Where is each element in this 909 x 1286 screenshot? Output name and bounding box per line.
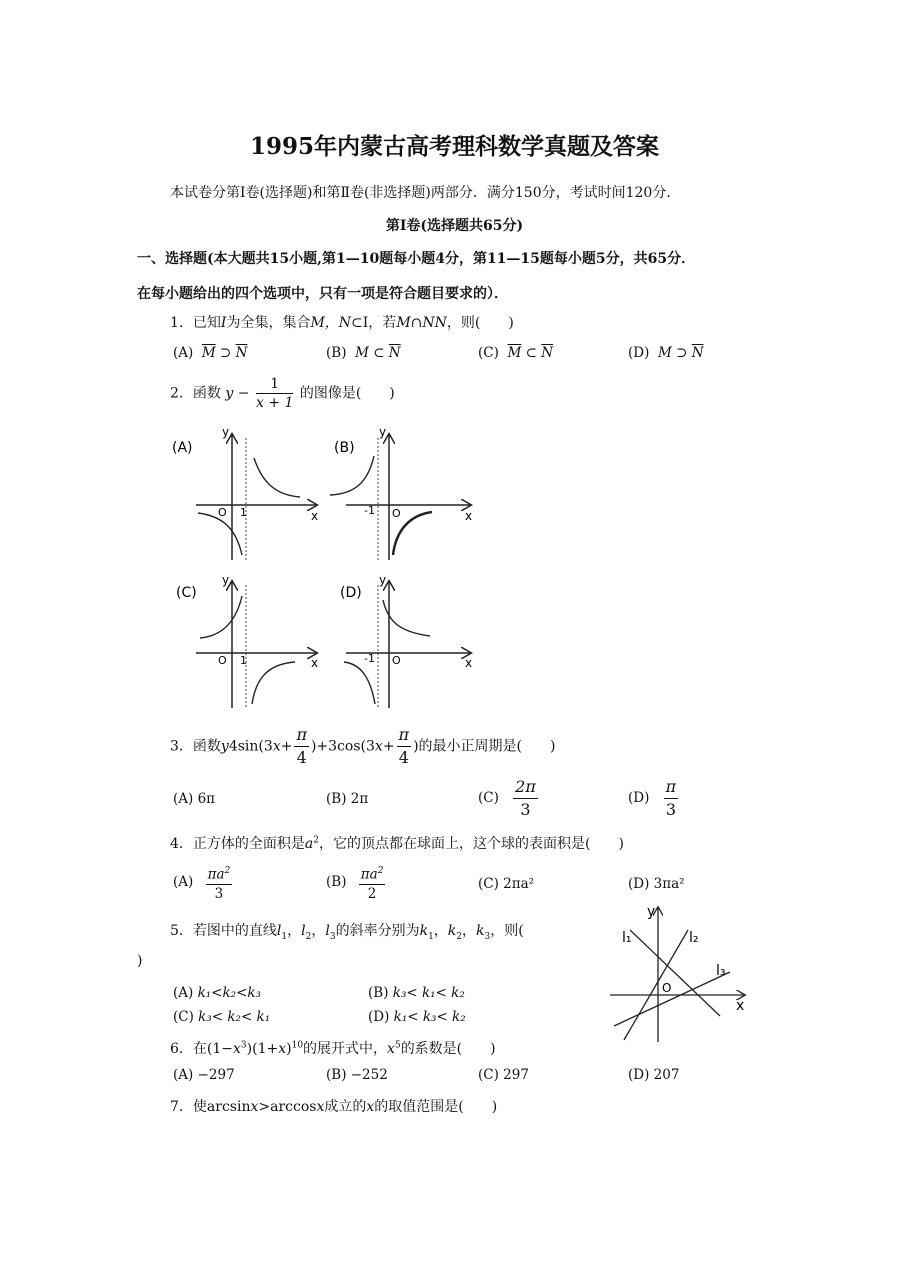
q7-text-a: 7．使 xyxy=(170,1099,207,1115)
q1-option-d-label: (D) xyxy=(628,345,650,361)
q7-var-x3: x xyxy=(366,1099,375,1115)
q7-gt: > xyxy=(258,1099,271,1115)
graph-d-label: (D) xyxy=(340,585,362,601)
q1-option-b-op: ⊂ xyxy=(373,345,385,361)
graph-d-x-label: x xyxy=(465,656,473,670)
q5-text-a: 5．若图中的直线 xyxy=(170,923,277,939)
q1-option-a-op: ⊃ xyxy=(220,345,232,361)
q5-option-d-label: (D) xyxy=(368,1009,390,1025)
q4-option-a-exp: 2 xyxy=(224,866,231,876)
q3-frac-b-den: 4 xyxy=(398,748,409,767)
section-title: 第Ⅰ卷(选择题共65分) xyxy=(385,218,524,234)
q4-exp: 2 xyxy=(313,835,320,846)
q5-k-sub-3: 3 xyxy=(484,931,491,942)
q5-line-l1 xyxy=(630,930,720,1016)
q5-option-c-label: (C) xyxy=(173,1009,194,1025)
q6-text-b: 的展开式中， xyxy=(303,1041,388,1057)
q1-option-a-label: (A) xyxy=(173,345,194,361)
q5-text-b: 的斜率分别为 xyxy=(335,923,420,939)
q1-option-b-left: M xyxy=(355,345,369,361)
graph-a-y-label: y xyxy=(222,425,230,439)
q4-text-b: ，它的顶点都在球面上，这个球的表面积是( ) xyxy=(319,836,624,852)
part1-instructions-line2: 在每小题给出的四个选项中，只有一项是符合题目要求的）． xyxy=(137,286,508,302)
q5-fig-l1-label: l₁ xyxy=(622,930,632,946)
q4-option-b-label: (B) xyxy=(326,873,347,890)
q3-var-x2: x xyxy=(374,738,383,755)
q5-fig-l2-label: l₂ xyxy=(689,930,699,946)
q5-sub-3: 3 xyxy=(329,931,336,942)
q5-l3: l xyxy=(325,923,330,939)
q7-var-x2: x xyxy=(316,1099,325,1115)
q3-option-a: (A) 6π xyxy=(173,791,216,807)
q6-option-c: (C) 297 xyxy=(478,1067,529,1083)
q2-text-b: 的图像是( ) xyxy=(299,385,395,402)
q5-fig-origin: O xyxy=(662,981,672,995)
q6-text-a: 6．在(1− xyxy=(170,1041,234,1057)
q3-option-c-label: (C) xyxy=(478,790,499,806)
q5-close-paren: ) xyxy=(137,953,143,969)
graph-d-tick: -1 xyxy=(364,652,375,665)
q1-option-c-left: $\overline{M}$ xyxy=(507,345,522,361)
q5-k-sub-2: 2 xyxy=(456,931,463,942)
graph-b-origin: O xyxy=(392,507,401,520)
q2-text-a: 2．函数 xyxy=(170,385,221,402)
q3-option-d-label: (D) xyxy=(628,790,650,806)
q3-text-a: 3．函数 xyxy=(170,738,221,755)
q4-text-a: 4．正方体的全面积是 xyxy=(170,836,305,852)
q4-option-b-den: 2 xyxy=(367,885,377,902)
q1-option-c-op: ⊂ xyxy=(525,345,537,361)
q3-cos-term: )+3cos(3 xyxy=(310,738,375,755)
q1-text-d: ，则( ) xyxy=(446,315,514,331)
exam-intro: 本试卷分第Ⅰ卷(选择题)和第Ⅱ卷(非选择题)两部分．满分150分，考试时间120分． xyxy=(170,185,681,201)
q1-option-d-right: $\overline{N}$ xyxy=(691,345,704,361)
q4-option-b-exp: 2 xyxy=(377,866,384,876)
q5-k-sub-1: 1 xyxy=(428,931,434,942)
q1-text-c: I，若 xyxy=(362,315,397,331)
q1-text-a: 1．已知 xyxy=(170,315,221,331)
q4-var-a: a xyxy=(304,836,314,852)
graph-a-x-label: x xyxy=(311,509,319,523)
q5-fig-x-label: x xyxy=(736,998,745,1014)
q1-option-a-left: $\overline{M}$ xyxy=(201,345,216,361)
q1-option-d-op: ⊃ xyxy=(676,345,688,361)
q6-option-b: (B) −252 xyxy=(326,1067,388,1083)
q6-exp-10: 10 xyxy=(291,1040,304,1051)
q5-line-l3 xyxy=(614,972,730,1026)
graph-c-label: (C) xyxy=(176,585,197,601)
q2-eq: − xyxy=(237,385,250,402)
q5-option-a-text: k₁<k₂<k₃ xyxy=(197,985,261,1001)
q1-var-n: N xyxy=(434,315,447,331)
graph-a-label: (A) xyxy=(172,440,193,456)
q4-option-a-num-text: πa xyxy=(207,866,225,883)
q7-text-c: 的取值范围是( ) xyxy=(374,1099,498,1115)
q4-option-b-num-text: πa xyxy=(360,866,378,883)
q5-comma-4: ， xyxy=(462,923,477,939)
q3-var-y: y xyxy=(220,738,229,755)
graph-a-origin: O xyxy=(218,506,227,519)
q7-text-b: 成立的 xyxy=(324,1099,367,1115)
q6-option-a: (A) −297 xyxy=(173,1067,235,1083)
q3-sin-term: 4sin(3 xyxy=(228,738,273,755)
graph-c-tick: 1 xyxy=(240,654,247,667)
q5-k3: k xyxy=(476,923,485,939)
graph-c-origin: O xyxy=(218,654,227,667)
q5-option-a-label: (A) xyxy=(173,985,194,1001)
q7-arcsin: arcsin xyxy=(206,1099,251,1115)
q7-var-x1: x xyxy=(250,1099,259,1115)
q3-option-d-den: 3 xyxy=(665,800,676,819)
q3-option-c-num: 2π xyxy=(513,776,538,799)
q5-comma-2: ， xyxy=(311,923,326,939)
page-title: 1995年内蒙古高考理科数学真题及答案 xyxy=(249,133,659,160)
graph-b-tick: -1 xyxy=(364,504,375,517)
q5-sub-2: 2 xyxy=(305,931,312,942)
q6-text-mid: )(1+ xyxy=(246,1041,279,1057)
graph-b-label: (B) xyxy=(334,440,355,456)
q5-option-b-text: k₃< k₁< k₂ xyxy=(392,985,465,1001)
q6-exp-3: 3 xyxy=(240,1040,247,1051)
q2-fraction-num: 1 xyxy=(256,375,293,394)
q1-option-b-right: $\overline{N}$ xyxy=(388,345,401,361)
question-7-stem xyxy=(170,1096,497,1116)
q1-text-b: 为全集，集合 xyxy=(226,315,311,331)
q3-option-d-num: π xyxy=(664,776,679,799)
q3-plus1: + xyxy=(280,738,293,755)
q2-var-y: y xyxy=(225,385,234,402)
q5-l1: l xyxy=(276,923,282,939)
q6-var-x3: x xyxy=(387,1041,395,1057)
graph-d-origin: O xyxy=(392,654,401,667)
q1-subset-symbol: ⊂ xyxy=(351,315,363,331)
graph-c-y-label: y xyxy=(222,573,230,587)
q5-option-b-label: (B) xyxy=(368,985,389,1001)
q3-frac-a-den: 4 xyxy=(296,748,307,767)
q5-comma-3: ， xyxy=(433,923,448,939)
q5-option-c-text: k₃< k₂< k₁ xyxy=(198,1009,271,1025)
q5-line-l2 xyxy=(624,930,688,1040)
q6-option-d: (D) 207 xyxy=(628,1067,680,1083)
q5-fig-l3-label: l₃ xyxy=(716,963,726,979)
q1-option-c-label: (C) xyxy=(478,345,499,361)
graph-d-y-label: y xyxy=(379,573,387,587)
q5-comma-1: ， xyxy=(287,923,302,939)
q3-plus2: + xyxy=(382,738,395,755)
q5-sub-1: 1 xyxy=(281,931,288,942)
q3-option-c-den: 3 xyxy=(520,800,531,819)
q3-frac-b-num: π xyxy=(397,724,412,747)
q1-option-c-right: $\overline{N}$ xyxy=(541,345,554,361)
q4-option-a-den: 3 xyxy=(214,885,224,902)
q3-option-b: (B) 2π xyxy=(326,791,369,807)
question-6-stem: 6．在$(1-x^3)(1+x)^{10}$的展开式中，$x^5$的系数是( ) xyxy=(170,1040,496,1057)
q6-text-c: 的系数是( ) xyxy=(400,1041,496,1057)
q2-fraction-den: x + 1 xyxy=(255,395,294,411)
q4-option-d: (D) 3πa² xyxy=(628,876,685,892)
q4-option-a-label: (A) xyxy=(173,873,194,890)
q5-k1: k xyxy=(419,923,429,939)
q6-var-x2: x xyxy=(278,1041,287,1057)
q1-sets: M，N xyxy=(310,315,352,331)
q4-option-c: (C) 2πa² xyxy=(478,876,535,892)
q3-var-x1: x xyxy=(272,738,281,755)
part1-instructions-line1: 一、选择题(本大题共15小题,第1—10题每小题4分，第11—15题每小题5分，共65分． xyxy=(137,251,696,267)
q3-frac-a-num: π xyxy=(294,724,309,747)
q6-var-x1: x xyxy=(233,1041,241,1057)
graph-a-tick: 1 xyxy=(240,506,247,519)
q1-option-d-left: M xyxy=(657,345,672,361)
graph-b-x-label: x xyxy=(465,509,473,523)
q7-arccos: arccos xyxy=(270,1099,317,1115)
q5-fig-y-label: y xyxy=(647,904,656,920)
q1-option-a-right: $\overline{N}$ xyxy=(235,345,248,361)
q1-var-i: I xyxy=(220,315,227,331)
q5-l2: l xyxy=(301,923,306,939)
q6-exp-5: 5 xyxy=(394,1040,401,1051)
graph-c-x-label: x xyxy=(311,656,319,670)
graph-b-y-label: y xyxy=(379,425,387,439)
q3-text-b: )的最小正周期是( ) xyxy=(413,738,556,755)
q1-condition: M∩N xyxy=(396,315,435,331)
q1-option-b-label: (B) xyxy=(326,345,347,361)
q5-option-d-text: k₁< k₃< k₂ xyxy=(393,1009,466,1025)
q5-k2: k xyxy=(447,923,457,939)
q5-text-c: ，则( xyxy=(490,923,524,939)
